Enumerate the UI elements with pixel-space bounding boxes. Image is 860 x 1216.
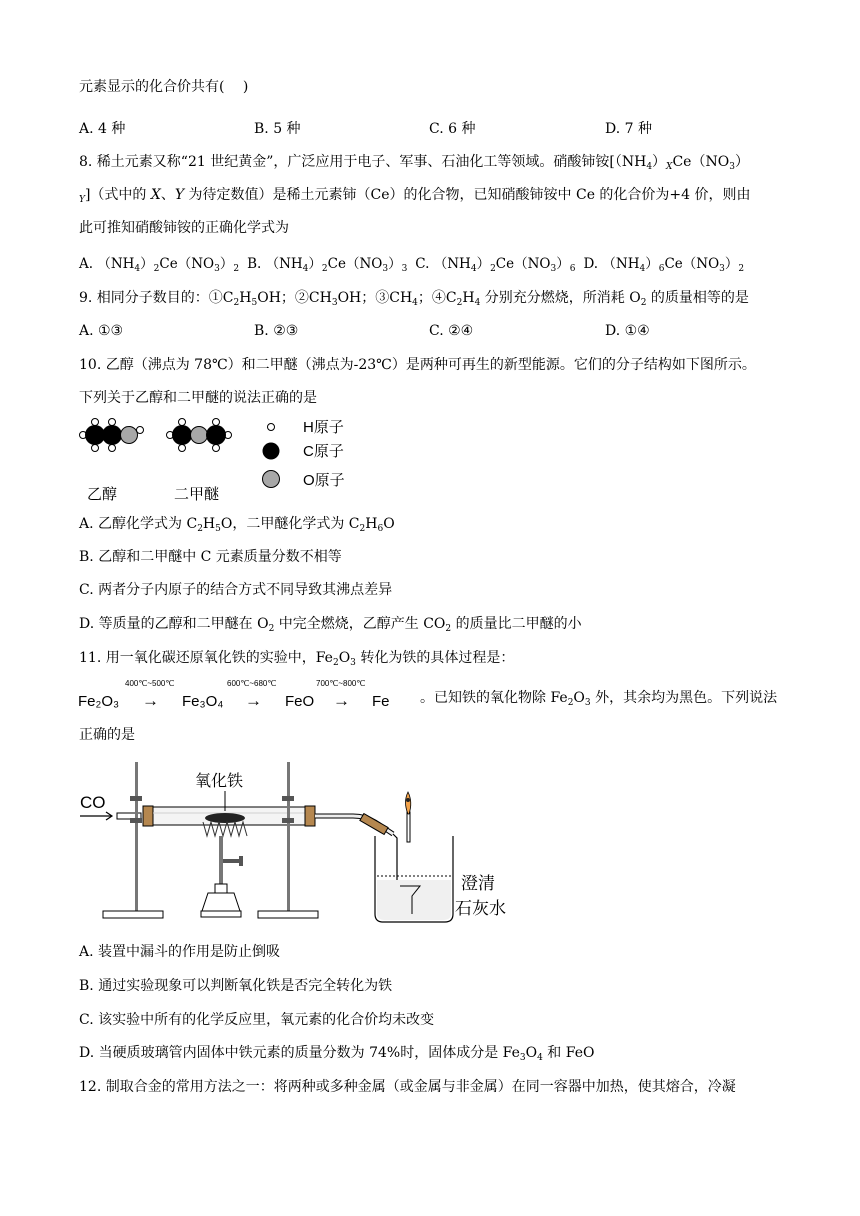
q8-option-d: D. $(NH_4)_6Ce(NO_3)_2$ [583,256,745,274]
co-label: CO [80,793,106,812]
q7-option-d: D. 7 种 [605,121,652,137]
q8-options [79,255,744,273]
chain-fe: Fe [372,693,390,710]
limewater-beaker [375,836,453,922]
q11-stem-line3: 正确的是 [79,727,135,743]
legend-h-label: H原子 [303,419,344,436]
chain-arrow-1-icon: → [142,691,159,710]
chain-temp-2: 600℃~680℃ [227,679,277,688]
q9-option-a: A. ①③ [79,323,124,339]
chain-feo: FeO [285,693,315,710]
dimethyl-ether-molecule [167,419,232,452]
left-iron-stand [103,762,163,918]
chain-temp-3: 700℃~800℃ [316,679,366,688]
legend-o-atom-icon [263,471,280,488]
q7-stem-tail: 元素显示的化合价共有( ) [79,79,249,95]
q8-option-b: B. $(NH_4)_2Ce(NO_3)_3$ [247,256,408,274]
chain-arrow-2-icon: → [245,691,262,710]
right-stopper [305,806,315,826]
alcohol-lamp-with-mesh [201,822,247,917]
q10-stem-line1: 10. 乙醇（沸点为 78℃）和二甲醚（沸点为-23℃）是两种可再生的新型能源。它们的分子结构如下图所示。 [79,357,756,373]
ethanol-label: 乙醇 [87,486,118,503]
right-iron-stand [258,762,318,918]
q11-option-d: D. 当硬质玻璃管内固体中铁元素的质量分数为 74%时，固体成分是 $Fe_3O_4$ 和 FeO [79,1045,595,1063]
q10-option-c: C. 两者分子内原子的结合方式不同导致其沸点差异 [79,582,393,598]
q11-option-c: C. 该实验中所有的化学反应里，氧元素的化合价均未改变 [79,1012,435,1028]
q11-option-a: A. 装置中漏斗的作用是防止倒吸 [79,944,281,960]
reduction-chain-equation [75,676,435,716]
q10-option-b: B. 乙醇和二甲醚中 C 元素质量分数不相等 [79,549,342,565]
legend-c-atom-icon [263,443,280,460]
q8-stem-line1: 8. 稀土元素又称“21 世纪黄金”，广泛应用于电子、军事、石油化工等领域。硝酸铈铵[$(NH_4)_XCe(NO_3)$ [79,154,749,172]
q9-option-b: B. ②③ [254,323,299,339]
q10-option-d: D. 等质量的乙醇和二甲醚在 $O_2$ 中完全燃烧，乙醇产生 $CO_2$ 的质量比二甲醚的小 [79,616,582,634]
q11-stem-line2: 。已知铁的氧化物除 $Fe_2O_3$ 外，其余均为黑色。下列说法 [420,690,778,708]
q12-stem: 12. 制取合金的常用方法之一：将两种或多种金属（或金属与非金属）在同一容器中加热，使其熔合，冷凝 [79,1079,736,1095]
q8-option-a: A. $(NH_4)_2Ce(NO_3)_2$ [79,256,240,274]
legend-o-label: O原子 [303,472,345,489]
q8-option-c: C. $(NH_4)_2Ce(NO_3)_6$ [415,256,576,274]
legend-c-label: C原子 [303,443,344,460]
dimethyl-ether-label: 二甲醚 [174,486,220,503]
left-stopper [143,806,153,826]
chain-fe2o3: Fe₂O₃ [78,693,120,710]
q8-stem-line2: $_Y$]（式中的 X、Y 为待定数值）是稀土元素铈（Ce）的化合物，已知硝酸铈铵中 Ce 的化合价为+4 价，则由 [79,187,751,205]
q8-stem-line3: 此可推知硝酸铈铵的正确化学式为 [79,220,289,236]
q10-option-a: A. 乙醇化学式为 $C_2H_5O$，二甲醚化学式为 $C_2H_6O$ [79,516,395,534]
iron-oxide-label: 氧化铁 [195,773,244,790]
ethanol-molecule [80,419,144,452]
q11-option-b: B. 通过实验现象可以判断氧化铁是否完全转化为铁 [79,978,393,994]
molecule-structure-figure [75,414,375,506]
chain-fe3o4: Fe₃O₄ [182,693,224,710]
legend-h-atom-icon [268,424,275,431]
co-reduction-apparatus-figure [75,756,515,928]
q9-option-c: C. ②④ [429,323,474,339]
q9-option-d: D. ①④ [605,323,650,339]
q7-option-a: A. 4 种 [79,121,126,137]
chain-arrow-3-icon: → [333,691,350,710]
limewater-label-2: 石灰水 [455,899,506,918]
burner-flame-icon [406,792,411,842]
chain-temp-1: 400℃~500℃ [125,679,175,688]
q11-stem-line1: 11. 用一氧化碳还原氧化铁的实验中，$Fe_2O_3$ 转化为铁的具体过程是： [79,650,515,668]
q7-option-c: C. 6 种 [429,121,476,137]
q9-stem: 9. 相同分子数目的：$①C_2H_5OH$；$②CH_3OH$；$③CH_4$；$④C_2H_4$ 分别充分燃烧，所消耗 $O_2$ 的质量相等的是 [79,290,749,308]
q10-stem-line2: 下列关于乙醇和二甲醚的说法正确的是 [79,390,317,406]
q7-option-b: B. 5 种 [254,121,301,137]
limewater-label-1: 澄清 [461,874,495,893]
